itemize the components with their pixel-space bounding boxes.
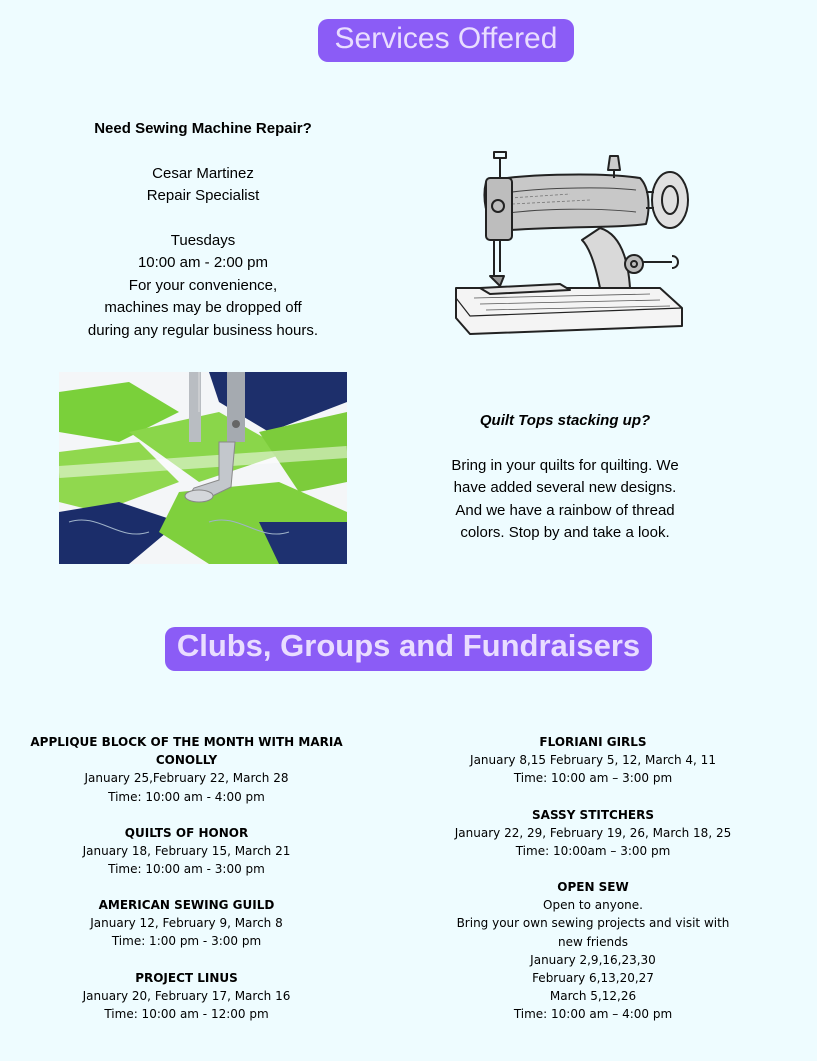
club-time: Time: 10:00 am - 4:00 pm <box>108 789 265 804</box>
club-time: Time: 10:00 am - 12:00 pm <box>104 1007 269 1022</box>
quilting-text: colors. Stop by and take a look. <box>460 524 670 542</box>
quilting-text: And we have a rainbow of thread <box>455 501 675 519</box>
repair-title: Need Sewing Machine Repair? <box>94 120 312 137</box>
club-name: CONOLLY <box>155 753 218 768</box>
clubs-groups-banner: Clubs, Groups and Fundraisers <box>165 627 652 671</box>
club-entry <box>20 824 353 879</box>
club-dates: February 6,13,20,27 <box>532 971 654 986</box>
club-name: FLORIANI GIRLS <box>539 735 647 749</box>
club-time: Time: 10:00 am – 3:00 pm <box>513 771 673 786</box>
club-entry <box>20 733 353 806</box>
repair-section <box>55 118 351 342</box>
repair-note: machines may be dropped off <box>104 299 302 317</box>
repair-specialist-name: Cesar Martinez <box>152 164 254 182</box>
club-dates: January 8,15 February 5, 12, March 4, 11 <box>470 753 716 768</box>
repair-note: For your convenience, <box>128 276 278 294</box>
quilting-section <box>420 410 710 544</box>
repair-hours: 10:00 am - 2:00 pm <box>137 254 269 272</box>
club-entry <box>440 806 746 861</box>
club-name: APPLIQUE BLOCK OF THE MONTH WITH MARIA <box>30 735 343 749</box>
club-name: PROJECT LINUS <box>135 971 238 985</box>
club-dates: January 2,9,16,23,30 <box>530 952 656 967</box>
quilting-text: Bring in your quilts for quilting. We <box>451 456 679 474</box>
repair-specialist-role: Repair Specialist <box>146 187 260 205</box>
club-time: Time: 10:00 am - 3:00 pm <box>108 862 265 877</box>
sewing-machine-illustration <box>450 148 690 340</box>
club-text: Open to anyone. <box>543 898 643 913</box>
club-time: Time: 10:00 am – 4:00 pm <box>513 1007 673 1022</box>
club-dates: January 12, February 9, March 8 <box>90 916 283 931</box>
club-name: AMERICAN SEWING GUILD <box>98 898 275 912</box>
club-text: new friends <box>558 934 628 949</box>
club-dates: January 20, February 17, March 16 <box>82 989 291 1004</box>
club-dates: March 5,12,26 <box>549 989 637 1004</box>
services-offered-banner: Services Offered <box>318 19 574 62</box>
club-entry <box>440 733 746 788</box>
club-entry <box>440 878 746 1024</box>
club-time: Time: 1:00 pm - 3:00 pm <box>111 934 262 949</box>
quilting-text: have added several new designs. <box>453 479 677 497</box>
club-name: OPEN SEW <box>557 880 629 894</box>
machine-quilting-photo <box>59 372 347 564</box>
club-name: QUILTS OF HONOR <box>124 826 249 840</box>
club-dates: January 25,February 22, March 28 <box>84 771 289 786</box>
club-dates: January 22, 29, February 19, 26, March 18, 25 <box>454 826 732 841</box>
club-time: Time: 10:00am – 3:00 pm <box>515 844 671 859</box>
quilting-title: Quilt Tops stacking up? <box>479 412 651 429</box>
club-dates: January 18, February 15, March 21 <box>82 844 291 859</box>
club-entry <box>20 969 353 1024</box>
club-text: Bring your own sewing projects and visit with <box>456 916 730 931</box>
club-name: SASSY STITCHERS <box>532 808 654 822</box>
club-entry <box>20 896 353 951</box>
repair-day: Tuesdays <box>170 232 236 250</box>
repair-note: during any regular business hours. <box>87 321 319 339</box>
